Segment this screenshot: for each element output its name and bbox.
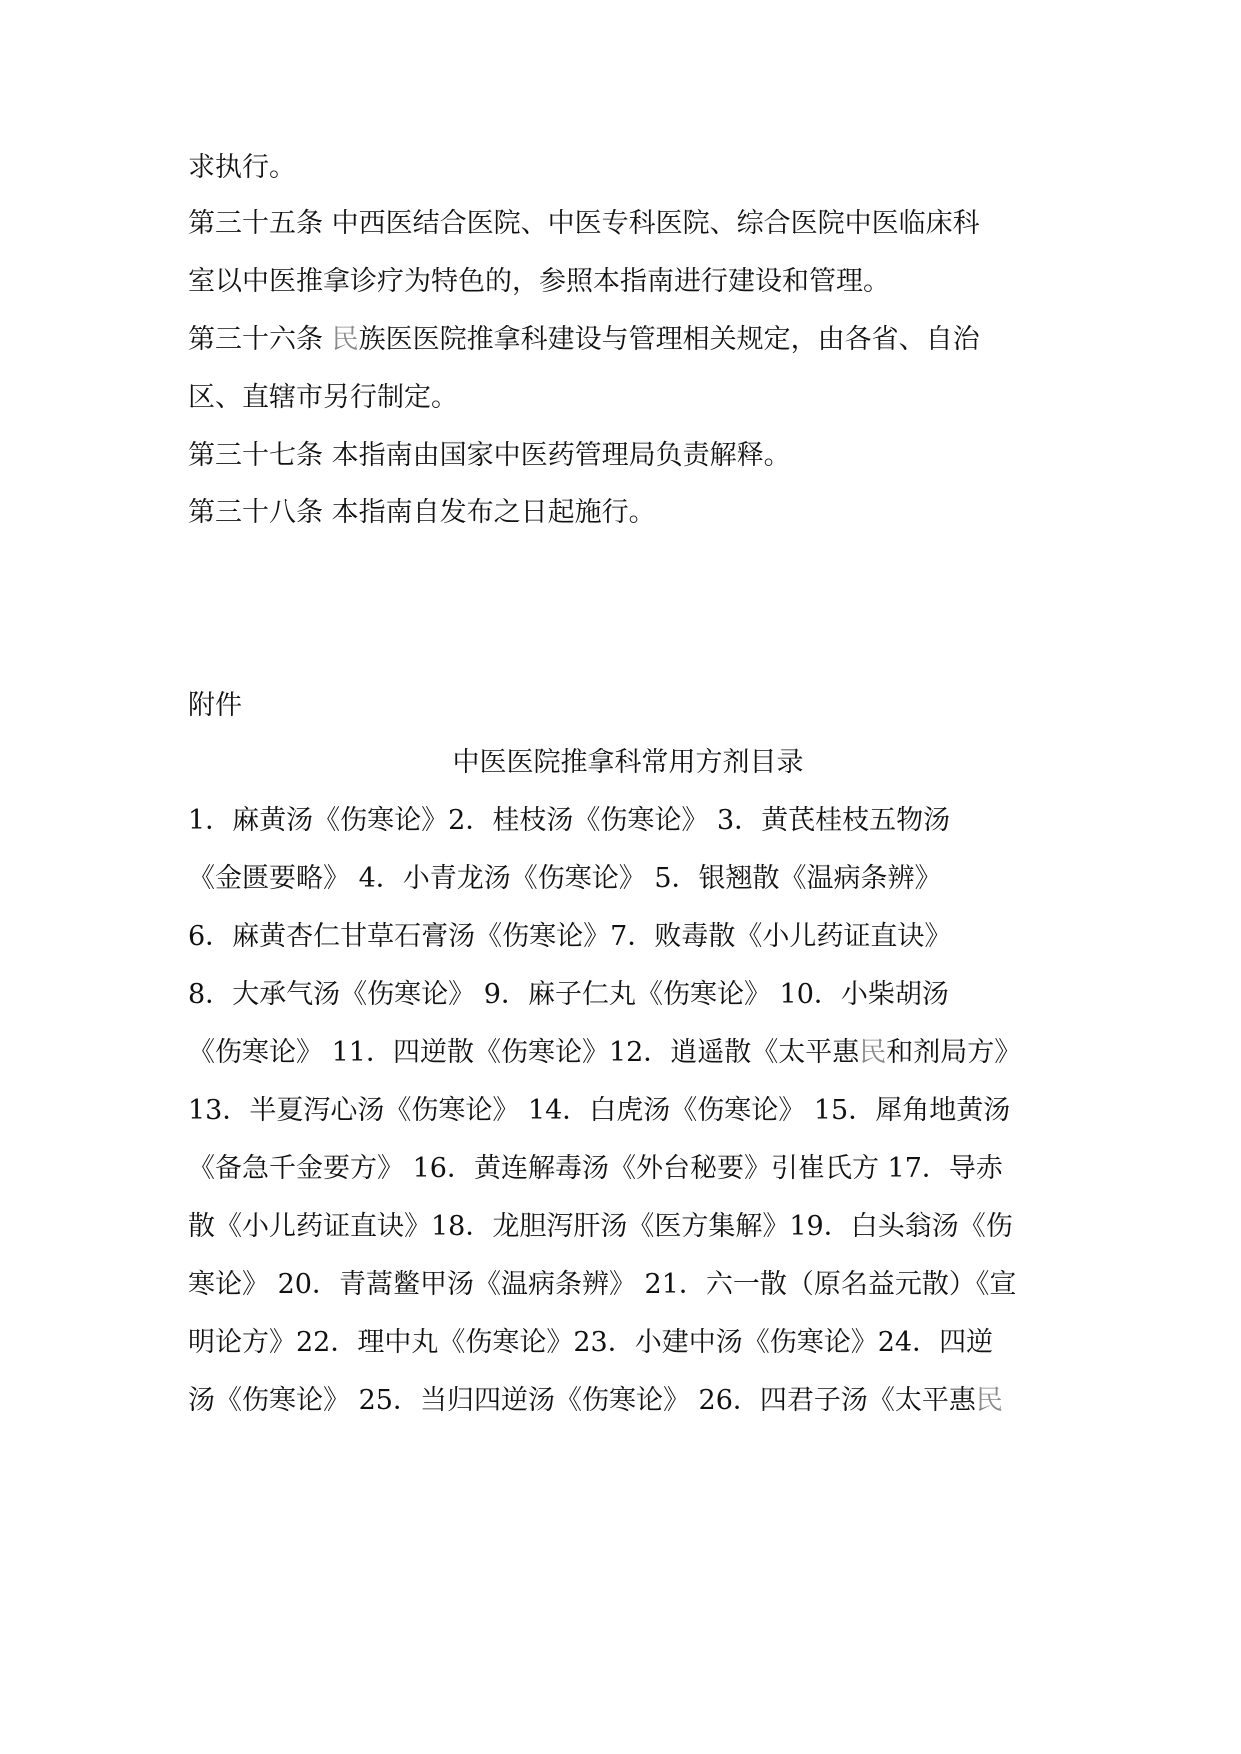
attachment-label: 附件 (188, 690, 242, 721)
formula-line-6: 13．半夏泻心汤《伤寒论》 14．白虎汤《伤寒论》 15．犀角地黄汤 (188, 1095, 1011, 1126)
clause-35-line2: 室以中医推拿诊疗为特色的，参照本指南进行建设和管理。 (188, 266, 890, 297)
formula-line-5 (188, 1033, 1068, 1073)
formula-line-9: 寒论》 20．青蒿鳖甲汤《温病条辨》 21．六一散（原名益元散）《宣 (188, 1269, 1017, 1300)
formula-line-11 (188, 1381, 1068, 1421)
formula-line-4: 8．大承气汤《伤寒论》 9．麻子仁丸《伤寒论》 10．小柴胡汤 (188, 979, 949, 1010)
clause-36-min-char: 民 (331, 324, 359, 355)
clause-38: 第三十八条 本指南自发布之日起施行。 (188, 497, 656, 528)
formula-line-3: 6．麻黄杏仁甘草石膏汤《伤寒论》7．败毒散《小儿药证直诀》 (188, 921, 952, 952)
clause-continuation: 求执行。 (188, 152, 296, 183)
formula-line-5-a: 《伤寒论》 11．四逆散《伤寒论》12．逍遥散《太平惠 (188, 1037, 860, 1068)
clause-37: 第三十七条 本指南由国家中医药管理局负责解释。 (188, 440, 791, 471)
formula-line-8: 散《小儿药证直诀》18．龙胆泻肝汤《医方集解》19．白头翁汤《伤 (188, 1211, 1013, 1242)
clause-36-line1 (188, 320, 1068, 360)
formula-line-10: 明论方》22．理中丸《伤寒论》23．小建中汤《伤寒论》24．四逆 (188, 1327, 994, 1358)
attachment-title: 中医医院推拿科常用方剂目录 (452, 747, 804, 778)
formula-line-5-b: 和剂局方》 (886, 1037, 1022, 1068)
formula-line-5-min-char: 民 (859, 1037, 887, 1068)
formula-line-7: 《备急千金要方》 16．黄连解毒汤《外台秘要》引崔氏方 17．导赤 (188, 1153, 1003, 1184)
formula-line-1: 1．麻黄汤《伤寒论》2．桂枝汤《伤寒论》 3．黄芪桂枝五物汤 (188, 805, 951, 836)
formula-line-2: 《金匮要略》 4．小青龙汤《伤寒论》 5．银翘散《温病条辨》 (188, 863, 942, 894)
clause-36-line2: 区、直辖市另行制定。 (188, 382, 458, 413)
clause-36-rest: 族医医院推拿科建设与管理相关规定，由各省、自治 (358, 324, 980, 355)
clause-36-prefix: 第三十六条 (188, 324, 332, 355)
formula-line-11-a: 汤《伤寒论》 25．当归四逆汤《伤寒论》 26．四君子汤《太平惠 (188, 1385, 976, 1416)
formula-line-11-min-char: 民 (975, 1385, 1003, 1416)
clause-35-line1: 第三十五条 中西医结合医院、中医专科医院、综合医院中医临床科 (188, 208, 980, 239)
